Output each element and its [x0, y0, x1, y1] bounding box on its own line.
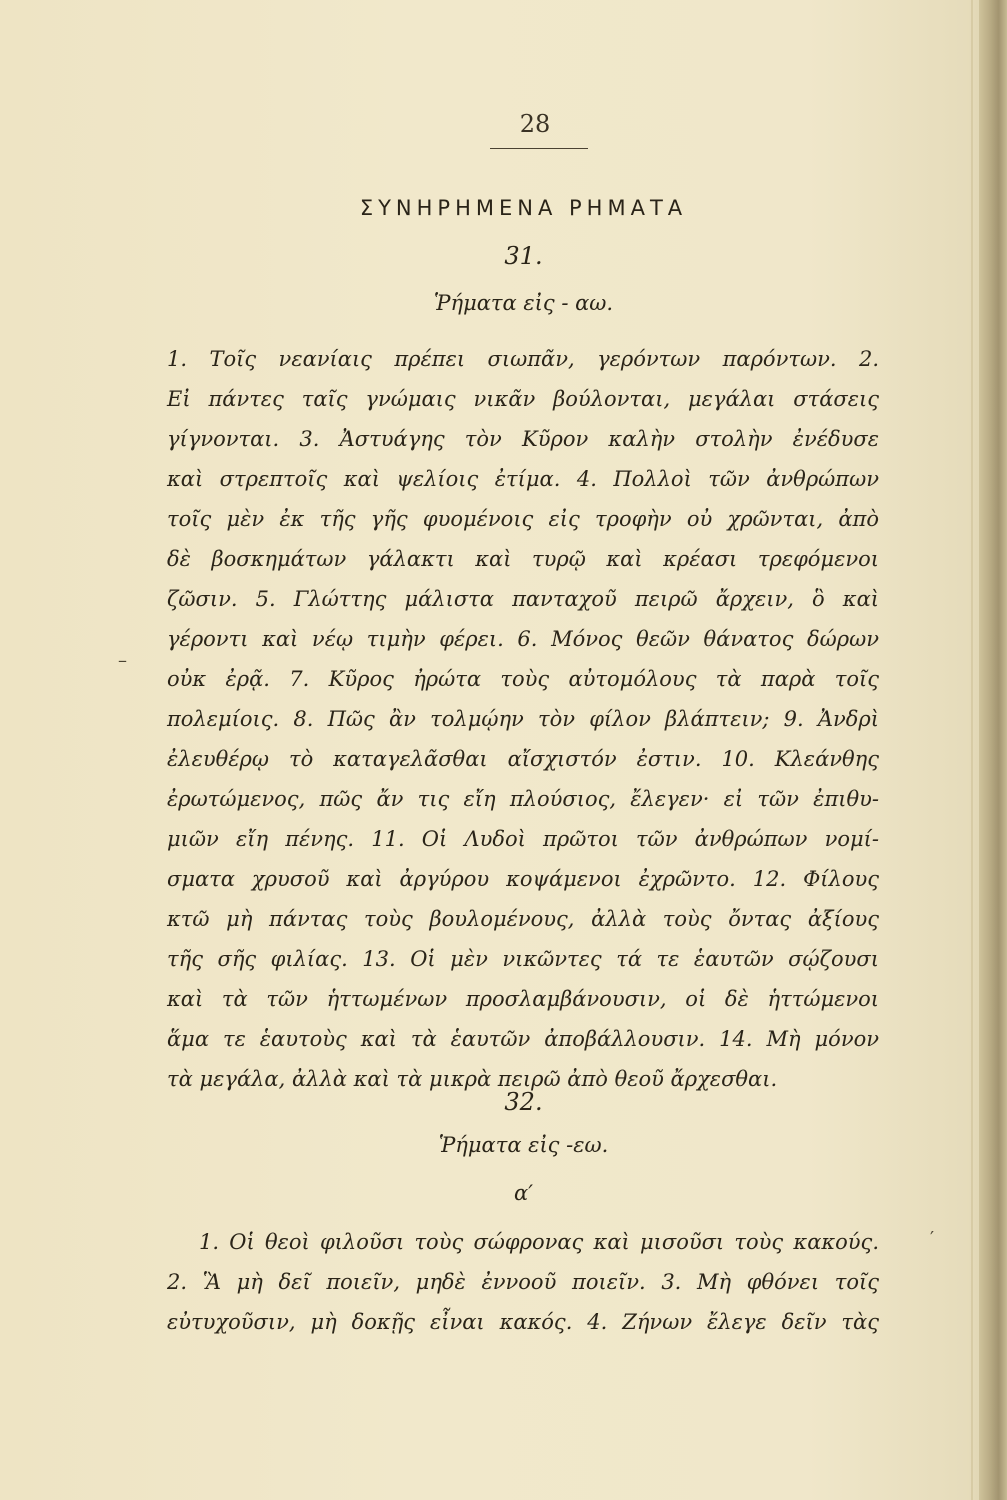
section-31-text	[167, 339, 879, 1099]
text-line: καὶ τὰ τῶν ἡττωμένων προσλαμβάνουσιν, οἱ δὲ ἡττώμενοι	[167, 987, 879, 1011]
page-number: 28	[519, 110, 551, 138]
text-line: πολεμίοις. 8. Πῶς ἂν τολμῴην τὸν φίλον βλάπτειν; 9. Ἀνδρὶ	[167, 707, 879, 731]
text-line: ἐρωτώμενος, πῶς ἄν τις εἴη πλούσιος, ἔλεγεν· εἰ τῶν ἐπιθυ-	[167, 787, 879, 811]
text-line: ἐλευθέρῳ τὸ καταγελᾶσθαι αἴσχιστόν ἐστιν. 10. Κλεάνθης	[167, 747, 879, 771]
section-32-text	[167, 1222, 879, 1342]
text-line: κτῶ μὴ πάντας τοὺς βουλομένους, ἀλλὰ τοὺς ὄντας ἀξίους	[167, 907, 879, 931]
text-line: 1. Τοῖς νεανίαις πρέπει σιωπᾶν, γερόντων παρόντων. 2.	[167, 347, 879, 371]
text-line: 1. Οἱ θεοὶ φιλοῦσι τοὺς σώφρονας καὶ μισοῦσι τοὺς κακούς.	[199, 1230, 879, 1254]
text-line: σματα χρυσοῦ καὶ ἀργύρου κοψάμενοι ἐχρῶντο. 12. Φίλους	[167, 867, 879, 891]
text-line: ἅμα τε ἑαυτοὺς καὶ τὰ ἑαυτῶν ἀποβάλλουσιν. 14. Μὴ μόνον	[167, 1027, 879, 1051]
section-31-subtitle: Ῥήματα εἰς - αω.	[433, 291, 614, 315]
page-number-rule	[490, 148, 588, 149]
chapter-heading: ΣΥΝΗΡΗΜΕΝΑ ΡΗΜΑΤΑ	[359, 196, 688, 220]
text-line: εὐτυχοῦσιν, μὴ δοκῇς εἶναι κακός. 4. Ζήνων ἔλεγε δεῖν τὰς	[167, 1310, 879, 1334]
section-32-subtitle: Ῥήματα εἰς -εω.	[438, 1133, 609, 1157]
text-line: γίγνονται. 3. Ἀστυάγης τὸν Κῦρον καλὴν στολὴν ἐνέδυσε	[167, 427, 879, 451]
text-line: ζῶσιν. 5. Γλώττης μάλιστα πανταχοῦ πειρῶ ἄρχειν, ὃ καὶ	[167, 587, 879, 611]
text-line: τὰ μεγάλα, ἀλλὰ καὶ τὰ μικρὰ πειρῶ ἀπὸ θεοῦ ἄρχεσθαι.	[167, 1067, 778, 1091]
text-line: τοῖς μὲν ἐκ τῆς γῆς φυομένοις εἰς τροφὴν οὐ χρῶνται, ἀπὸ	[167, 507, 879, 531]
text-line: τῆς σῆς φιλίας. 13. Οἱ μὲν νικῶντες τά τε ἑαυτῶν σῴζουσι	[167, 947, 879, 971]
margin-pencil-mark: –	[118, 650, 127, 671]
text-line: καὶ στρεπτοῖς καὶ ψελίοις ἐτίμα. 4. Πολλοὶ τῶν ἀνθρώπων	[167, 467, 879, 491]
margin-tick-mark: ′	[930, 1228, 935, 1249]
section-31-number: 31.	[504, 242, 543, 270]
page-edge	[979, 0, 1007, 1500]
section-32-part-label: α′	[514, 1181, 533, 1205]
page-edge-line	[971, 0, 973, 1500]
text-line: 2. Ἃ μὴ δεῖ ποιεῖν, μηδὲ ἐννοοῦ ποιεῖν. 3. Μὴ φθόνει τοῖς	[167, 1270, 879, 1294]
text-line: δὲ βοσκημάτων γάλακτι καὶ τυρῷ καὶ κρέασι τρεφόμενοι	[167, 547, 879, 571]
text-line: γέροντι καὶ νέῳ τιμὴν φέρει. 6. Μόνος θεῶν θάνατος δώρων	[167, 627, 879, 651]
text-line: μιῶν εἴη πένης. 11. Οἱ Λυδοὶ πρῶτοι τῶν ἀνθρώπων νομί-	[167, 827, 879, 851]
text-line: Εἰ πάντες ταῖς γνώμαις νικᾶν βούλονται, μεγάλαι στάσεις	[167, 387, 879, 411]
text-line: οὐκ ἐρᾷ. 7. Κῦρος ἠρώτα τοὺς αὐτομόλους τὰ παρὰ τοῖς	[167, 667, 879, 691]
section-32-number: 32.	[504, 1088, 543, 1116]
